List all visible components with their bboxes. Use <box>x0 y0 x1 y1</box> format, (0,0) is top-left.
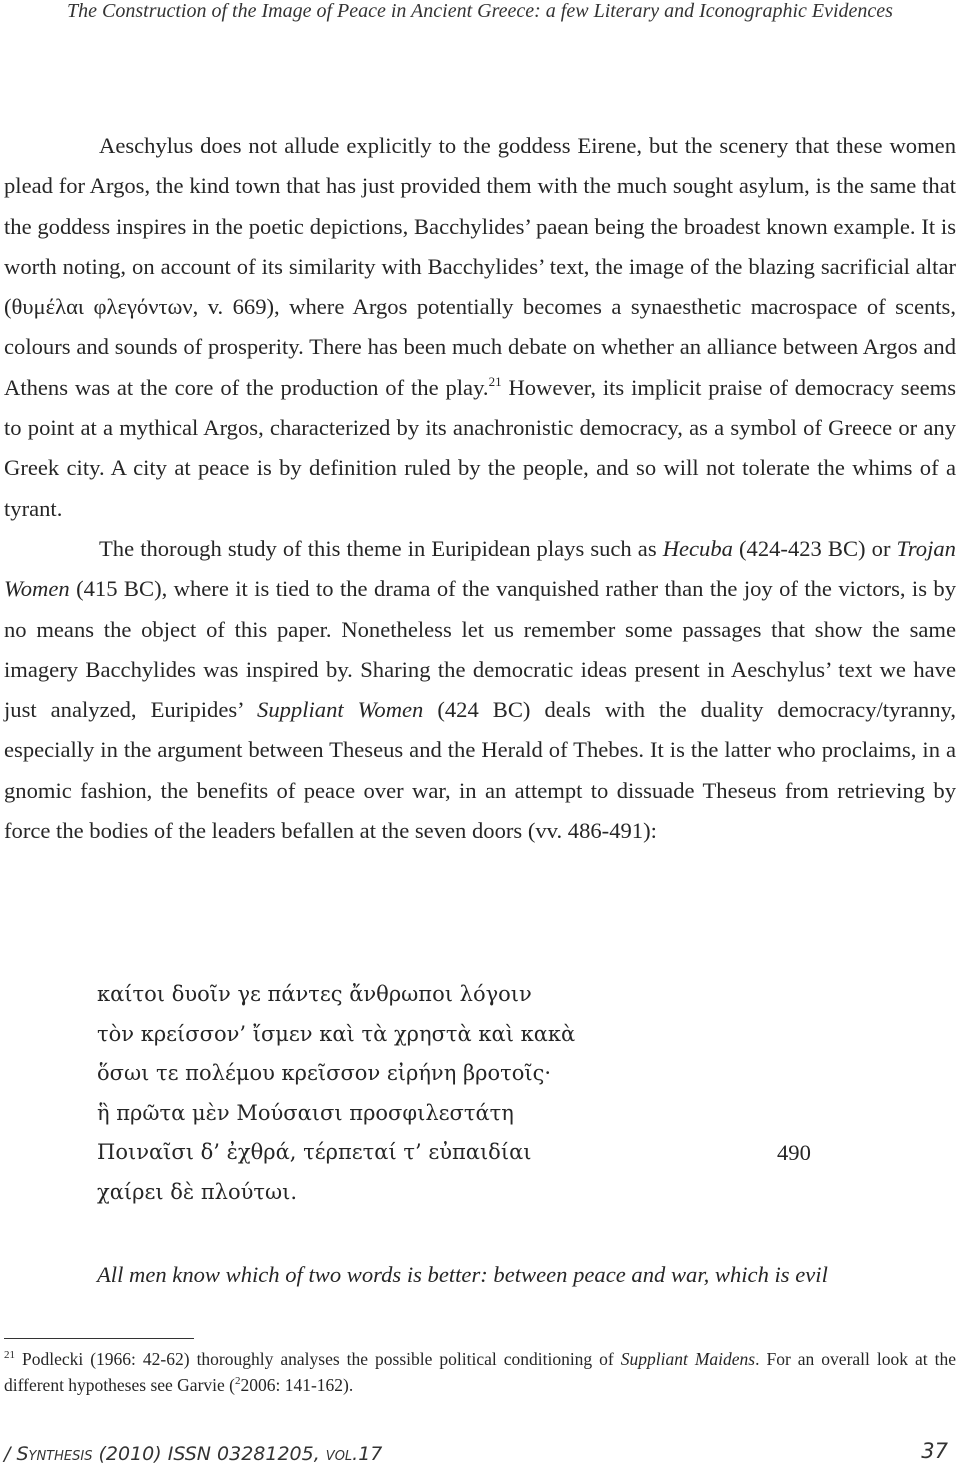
title-hecuba: Hecuba <box>662 535 733 561</box>
paragraph-2-text: (424-423 BC) or <box>732 535 897 561</box>
footnote-text: . For an overall look at the different hypotheses see Garvie ( <box>4 1349 956 1395</box>
edition-superscript: 2 <box>234 1375 241 1387</box>
title-trojan-women: Trojan Women <box>4 535 956 602</box>
verse-line: καίτοι δυοῖν γε πάντες ἄνθρωποι λόγοιν <box>97 982 532 1006</box>
footnote-text: 2006: 141-162). <box>240 1375 354 1395</box>
volume-label: vol <box>325 1443 353 1465</box>
journal-citation <box>4 1443 382 1465</box>
volume-number: .17 <box>352 1443 383 1465</box>
journal-name: Synthesis <box>16 1443 93 1465</box>
footnote-21 <box>4 1346 956 1398</box>
title-suppliant-maidens: Suppliant Maidens <box>620 1349 756 1369</box>
paragraph-1 <box>4 126 956 529</box>
paragraph-2 <box>4 529 956 851</box>
verse-line: τὸν κρείσσον’ ἴσμεν καὶ τὰ χρηστὰ καὶ κακὰ <box>97 1021 576 1046</box>
footnote-number: 21 <box>4 1349 15 1361</box>
verse-line-text: Ποιναῖσι δ’ ἐχθρά, τέρπεταί τ’ εὐπαιδίαι <box>97 1140 532 1164</box>
greek-verse-quote <box>97 975 857 1212</box>
running-head: The Construction of the Image of Peace in Ancient Greece: a few Literary and Iconographic Evidences <box>67 0 893 22</box>
paragraph-2-text: (415 BC), where it is tied to the drama of the vanquished rather than the joy of the victors, is by no means the object of this paper. Nonetheless let us remember some passages that show the same imagery Bacchylides was inspired by. Sharing the democratic ideas present in Aeschylus’ text we have just analyzed, Euripides’ <box>4 576 956 723</box>
verse-line: ὅσωι τε πολέμου κρεῖσσον εἰρήνη βροτοῖς· <box>97 1061 552 1085</box>
page-number: 37 <box>921 1439 948 1463</box>
verse-line: ἣ πρῶτα μὲν Μούσαισι προσφιλεστάτη <box>97 1100 514 1125</box>
footer-slash: / <box>4 1443 11 1465</box>
paragraph-1-text: Aeschylus does not allude explicitly to the goddess Eirene, but the scenery that these women plead for Argos, the kind town that has just provided them with the much sought asylum, is the same that the goddess inspires in the poetic depictions, Bacchylides’ paean being the broadest known example. It is worth noting, on account of its similarity with Bacchylides’ text, the image of the blazing sacrificial altar (θυμέλαι φλεγόντων, v. 669), where Argos potentially becomes a synaesthetic macrospace of scents, colours and sounds of prosperity. There has been much debate on whether an alliance between Argos and Athens was at the core of the production of the play. <box>4 133 956 400</box>
footnote-ref-21[interactable]: 21 <box>488 373 502 389</box>
paragraph-2-text: (424 BC) deals with the duality democracy/tyranny, especially in the argument between Theseus and the Herald of Thebes. It is the latter who proclaims, in a gnomic fashion, the benefits of peace over war, in an attempt to dissuade Theseus from retrieving by force the bodies of the leaders befallen at the seven doors (vv. 486-491): <box>4 697 956 844</box>
paragraph-2-text: The thorough study of this theme in Euripidean plays such as <box>99 535 663 561</box>
page-footer <box>4 1439 948 1473</box>
body-text <box>4 126 956 851</box>
journal-details: (2010) ISSN 03281205, <box>92 1443 326 1465</box>
footnote-divider <box>4 1338 194 1339</box>
verse-line: χαίρει δὲ πλούτωι. <box>97 1179 298 1204</box>
translation: All men know which of two words is better: between peace and war, which is evil <box>97 1262 828 1287</box>
footnote-text: Podlecki (1966: 42-62) thoroughly analyses the possible political conditioning of <box>15 1349 621 1369</box>
verse-line-number: 490 <box>777 1140 811 1165</box>
verse-line <box>97 1133 857 1173</box>
paragraph-1-text-cont: However, its implicit praise of democracy seems to point at a mythical Argos, characterized by its anachronistic democracy, as a symbol of Greece or any Greek city. A city at peace is by definition ruled by the people, and so will not tolerate the whims of a tyrant. <box>4 374 956 521</box>
title-suppliant-women: Suppliant Women <box>257 697 424 723</box>
